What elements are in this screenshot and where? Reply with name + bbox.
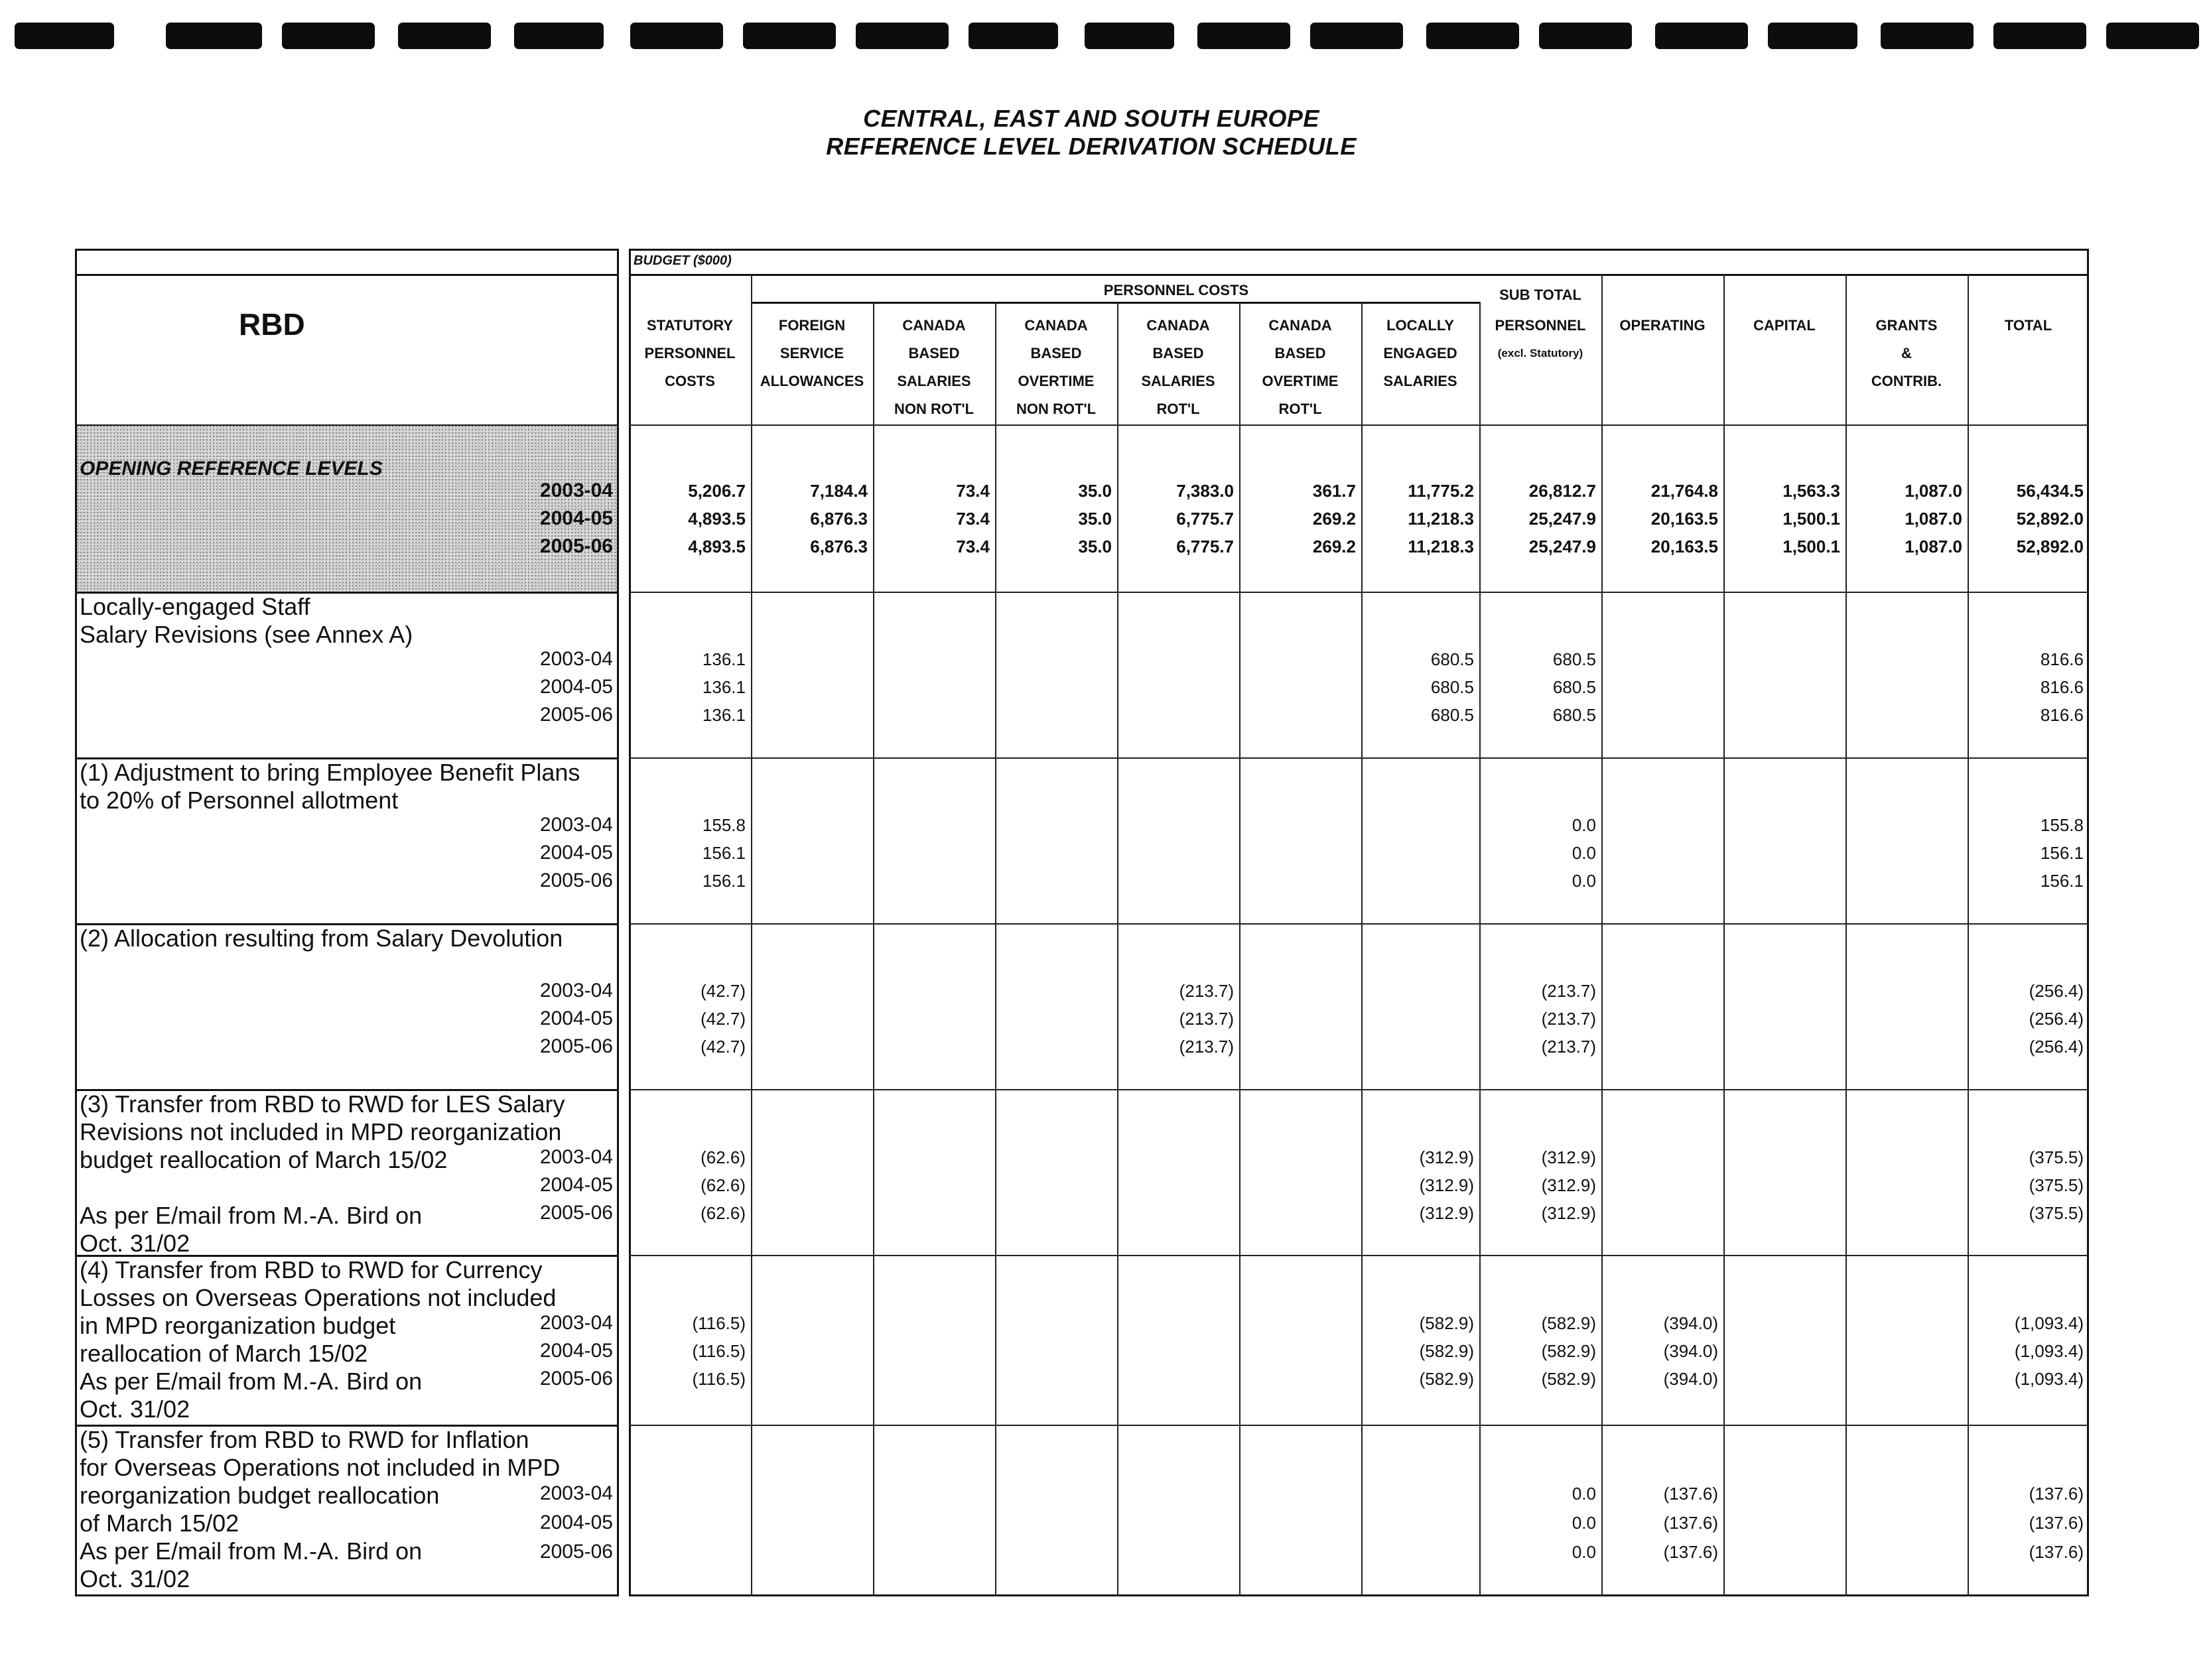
table-cell: 361.7 xyxy=(1312,481,1356,501)
table-cell: 52,892.0 xyxy=(2016,537,2084,556)
personnel-costs-header: PERSONNEL COSTS xyxy=(1103,282,1249,298)
table-cell: (116.5) xyxy=(692,1313,746,1333)
table-cell: (375.5) xyxy=(2029,1203,2084,1223)
grid-line xyxy=(629,592,2089,593)
table-cell: (582.9) xyxy=(1419,1313,1474,1333)
section-label: (2) Allocation resulting from Salary Devolution xyxy=(80,925,563,952)
table-cell: 155.8 xyxy=(2040,815,2084,835)
column-header-line: CANADA xyxy=(1024,317,1088,334)
table-cell: (137.6) xyxy=(1663,1484,1718,1504)
row-year: 2003-04 xyxy=(539,1146,613,1168)
punch-hole xyxy=(1426,23,1519,49)
punch-hole xyxy=(398,23,491,49)
budget-label: BUDGET ($000) xyxy=(634,253,732,268)
column-header xyxy=(1361,312,1479,395)
column-header-line: SALARIES xyxy=(897,373,971,389)
table-cell: 1,500.1 xyxy=(1782,537,1840,556)
row-year: 2003-04 xyxy=(539,1312,613,1334)
table-cell: 11,218.3 xyxy=(1408,509,1474,529)
column-header-line: & xyxy=(1901,345,1912,361)
punch-hole xyxy=(743,23,836,49)
table-cell: 6,775.7 xyxy=(1176,509,1234,529)
table-cell: 52,892.0 xyxy=(2016,509,2084,529)
table-cell: (137.6) xyxy=(1663,1513,1718,1533)
table-cell: (256.4) xyxy=(2029,1037,2084,1057)
column-header-line: GRANTS xyxy=(1875,317,1938,334)
grid-line xyxy=(629,757,2089,759)
table-cell: 680.5 xyxy=(1552,649,1596,669)
column-header-line: ROT'L xyxy=(1278,401,1322,417)
table-cell: (213.7) xyxy=(1541,1009,1596,1029)
table-cell: (312.9) xyxy=(1419,1203,1474,1223)
row-year: 2003-04 xyxy=(539,1482,613,1504)
row-year: 2005-06 xyxy=(539,1368,613,1389)
grid-line xyxy=(1723,274,1725,1596)
row-year: 2005-06 xyxy=(539,535,613,557)
row-year: 2004-05 xyxy=(539,507,613,529)
table-cell: 1,087.0 xyxy=(1905,509,1962,529)
table-cell: (375.5) xyxy=(2029,1147,2084,1167)
section-label: (3) Transfer from RBD to RWD for LES Salary Revisions not included in MPD reorganization budget reallocation of March 15/02 As per E/mail from M.-A. Bird on Oct. 31/02 xyxy=(80,1090,565,1257)
column-header-line: FOREIGN xyxy=(778,317,846,334)
grid-line xyxy=(629,1255,2089,1256)
column-header-line: CANADA xyxy=(902,317,966,334)
table-cell: 1,087.0 xyxy=(1905,481,1962,501)
row-year: 2004-05 xyxy=(539,1340,613,1362)
punch-hole xyxy=(1085,23,1174,49)
grid-line xyxy=(1601,274,1603,1596)
punch-hole xyxy=(2106,23,2199,49)
grid-line xyxy=(629,1089,2089,1090)
section-label: (5) Transfer from RBD to RWD for Inflation for Overseas Operations not included in MPD reorganization budget reallocation of March 15/02 As per E/mail from M.-A. Bird on Oct. 31/02 xyxy=(80,1426,561,1592)
section-label: Locally-engaged Staff Salary Revisions (see Annex A) xyxy=(80,593,413,648)
table-cell: 0.0 xyxy=(1572,1513,1596,1533)
grid-line xyxy=(629,923,2089,925)
table-cell: 6,775.7 xyxy=(1176,537,1234,556)
table-cell: 20,163.5 xyxy=(1650,537,1718,556)
table-cell: (116.5) xyxy=(692,1341,746,1361)
row-year: 2004-05 xyxy=(539,676,613,698)
column-header-line: STATUTORY xyxy=(647,317,733,334)
table-cell: 155.8 xyxy=(702,815,746,835)
row-year: 2003-04 xyxy=(539,648,613,670)
column-header xyxy=(1601,312,1723,340)
section-label: (1) Adjustment to bring Employee Benefit Plans to 20% of Personnel allotment xyxy=(80,759,580,814)
row-year: 2005-06 xyxy=(539,1202,613,1224)
table-cell: (213.7) xyxy=(1179,1009,1234,1029)
punch-hole xyxy=(1881,23,1974,49)
table-cell: 25,247.9 xyxy=(1528,537,1596,556)
grid-line xyxy=(1968,274,1969,1596)
table-cell: (1,093.4) xyxy=(2014,1369,2084,1389)
table-cell: 56,434.5 xyxy=(2016,481,2084,501)
table-cell: 20,163.5 xyxy=(1650,509,1718,529)
table-cell: (213.7) xyxy=(1541,1037,1596,1057)
grid-line xyxy=(629,424,2089,426)
column-header-line: CANADA xyxy=(1146,317,1210,334)
column-header-line: COSTS xyxy=(665,373,715,389)
table-cell: (1,093.4) xyxy=(2014,1341,2084,1361)
table-cell: 156.1 xyxy=(702,843,746,863)
column-header xyxy=(1479,312,1601,367)
column-header-line: BASED xyxy=(1152,345,1204,361)
punch-hole xyxy=(282,23,375,49)
table-cell: 816.6 xyxy=(2040,677,2084,697)
table-cell: 6,876.3 xyxy=(810,509,868,529)
column-header-line: BASED xyxy=(1274,345,1326,361)
column-header-line: ROT'L xyxy=(1156,401,1200,417)
table-cell: (582.9) xyxy=(1541,1313,1596,1333)
table-cell: 7,383.0 xyxy=(1176,481,1234,501)
table-cell: 680.5 xyxy=(1430,705,1474,725)
table-cell: (394.0) xyxy=(1663,1369,1718,1389)
row-year: 2005-06 xyxy=(539,1541,613,1563)
section-label: (4) Transfer from RBD to RWD for Currency Losses on Overseas Operations not included in MPD reorganization budget reallocation of March 15/02 As per E/mail from M.-A. Bird on Oct. 31/02 xyxy=(80,1256,557,1423)
table-cell: (62.6) xyxy=(701,1147,746,1167)
column-header-line: BASED xyxy=(908,345,960,361)
column-header-line: BASED xyxy=(1030,345,1082,361)
table-cell: (62.6) xyxy=(701,1203,746,1223)
table-cell: 136.1 xyxy=(702,649,746,669)
table-cell: (312.9) xyxy=(1541,1147,1596,1167)
row-year: 2005-06 xyxy=(539,704,613,726)
column-header-line: CANADA xyxy=(1268,317,1332,334)
column-header-line: OVERTIME xyxy=(1262,373,1339,389)
table-cell: (582.9) xyxy=(1541,1341,1596,1361)
table-cell: (42.7) xyxy=(701,1037,746,1057)
table-cell: 73.4 xyxy=(956,509,990,529)
table-cell: (42.7) xyxy=(701,1009,746,1029)
table-cell: 136.1 xyxy=(702,705,746,725)
punch-hole xyxy=(166,23,262,49)
table-cell: (1,093.4) xyxy=(2014,1313,2084,1333)
column-header-line: LOCALLY xyxy=(1386,317,1454,334)
table-cell: 0.0 xyxy=(1572,1542,1596,1562)
row-year: 2004-05 xyxy=(539,1174,613,1196)
column-header xyxy=(629,312,751,395)
row-year: 2004-05 xyxy=(539,1512,613,1533)
table-cell: 1,563.3 xyxy=(1782,481,1840,501)
column-header-line: NON ROT'L xyxy=(1016,401,1097,417)
punch-hole xyxy=(514,23,604,49)
column-header-line: (excl. Statutory) xyxy=(1497,347,1583,359)
column-header-line: TOTAL xyxy=(2004,317,2052,334)
column-header-line: NON ROT'L xyxy=(894,401,974,417)
column-header-line: SALARIES xyxy=(1383,373,1457,389)
table-cell: 816.6 xyxy=(2040,705,2084,725)
table-cell: (137.6) xyxy=(2029,1513,2084,1533)
column-header-line: CAPITAL xyxy=(1753,317,1816,334)
table-cell: (42.7) xyxy=(701,981,746,1001)
column-header xyxy=(995,312,1117,423)
table-cell: (394.0) xyxy=(1663,1313,1718,1333)
punch-hole xyxy=(15,23,114,49)
row-year: 2005-06 xyxy=(539,1035,613,1057)
column-header xyxy=(873,312,995,423)
section-label: OPENING REFERENCE LEVELS xyxy=(80,458,383,480)
table-cell: 11,218.3 xyxy=(1408,537,1474,556)
table-cell: 136.1 xyxy=(702,677,746,697)
table-cell: 21,764.8 xyxy=(1650,481,1718,501)
table-cell: 156.1 xyxy=(2040,843,2084,863)
punch-hole xyxy=(1539,23,1632,49)
table-cell: 5,206.7 xyxy=(688,481,746,501)
table-cell: (256.4) xyxy=(2029,1009,2084,1029)
row-year: 2003-04 xyxy=(539,814,613,836)
table-cell: (256.4) xyxy=(2029,981,2084,1001)
table-cell: (312.9) xyxy=(1419,1175,1474,1195)
punch-hole xyxy=(1768,23,1857,49)
column-header-line: OPERATING xyxy=(1619,317,1706,334)
table-cell: (582.9) xyxy=(1419,1369,1474,1389)
budget-table xyxy=(629,249,2089,1596)
table-cell: 35.0 xyxy=(1078,537,1112,556)
page-title: CENTRAL, EAST AND SOUTH EUROPE xyxy=(863,105,1319,132)
table-cell: (312.9) xyxy=(1419,1147,1474,1167)
table-cell: (62.6) xyxy=(701,1175,746,1195)
table-cell: 269.2 xyxy=(1312,537,1356,556)
table-cell: 680.5 xyxy=(1430,649,1474,669)
column-header xyxy=(1723,312,1845,340)
column-header xyxy=(751,312,873,395)
column-header xyxy=(1968,312,2089,340)
table-cell: (137.6) xyxy=(2029,1484,2084,1504)
table-cell: 0.0 xyxy=(1572,1484,1596,1504)
grid-line xyxy=(751,274,752,1596)
table-cell: 25,247.9 xyxy=(1528,509,1596,529)
table-cell: (116.5) xyxy=(692,1369,746,1389)
table-cell: (312.9) xyxy=(1541,1175,1596,1195)
column-header xyxy=(1117,312,1239,423)
table-cell: (213.7) xyxy=(1541,981,1596,1001)
punch-hole xyxy=(1993,23,2086,49)
sub-total-header: SUB TOTAL xyxy=(1499,287,1581,303)
table-cell: (582.9) xyxy=(1541,1369,1596,1389)
column-header xyxy=(1239,312,1361,423)
punch-hole xyxy=(1655,23,1748,49)
table-cell: 1,087.0 xyxy=(1905,537,1962,556)
column-header xyxy=(1845,312,1968,395)
table-cell: 4,893.5 xyxy=(688,509,746,529)
table-cell: 0.0 xyxy=(1572,815,1596,835)
row-year: 2004-05 xyxy=(539,842,613,864)
column-header-line: PERSONNEL xyxy=(1495,317,1586,334)
table-cell: 6,876.3 xyxy=(810,537,868,556)
table-cell: 73.4 xyxy=(956,481,990,501)
row-year: 2005-06 xyxy=(539,870,613,891)
punch-hole xyxy=(630,23,723,49)
table-cell: (375.5) xyxy=(2029,1175,2084,1195)
table-cell: 816.6 xyxy=(2040,649,2084,669)
table-cell: (137.6) xyxy=(1663,1542,1718,1562)
grid-line xyxy=(629,1425,2089,1426)
column-header-line: SALARIES xyxy=(1141,373,1215,389)
table-cell: 156.1 xyxy=(702,871,746,891)
table-cell: (582.9) xyxy=(1419,1341,1474,1361)
table-cell: (213.7) xyxy=(1179,1037,1234,1057)
table-cell: 680.5 xyxy=(1430,677,1474,697)
table-cell: 26,812.7 xyxy=(1528,481,1596,501)
punch-hole xyxy=(1310,23,1403,49)
row-year: 2004-05 xyxy=(539,1007,613,1029)
table-cell: 11,775.2 xyxy=(1408,481,1474,501)
row-year: 2003-04 xyxy=(539,980,613,1002)
table-cell: 680.5 xyxy=(1552,677,1596,697)
table-cell: 73.4 xyxy=(956,537,990,556)
table-cell: 156.1 xyxy=(2040,871,2084,891)
table-cell: 1,500.1 xyxy=(1782,509,1840,529)
column-header-line: SERVICE xyxy=(779,345,844,361)
column-header-line: ALLOWANCES xyxy=(760,373,864,389)
grid-line xyxy=(1845,274,1847,1596)
table-cell: (394.0) xyxy=(1663,1341,1718,1361)
table-cell: 269.2 xyxy=(1312,509,1356,529)
table-cell: 35.0 xyxy=(1078,481,1112,501)
table-cell: 7,184.4 xyxy=(810,481,868,501)
table-cell: (213.7) xyxy=(1179,981,1234,1001)
column-header-line: OVERTIME xyxy=(1018,373,1095,389)
table-cell: (312.9) xyxy=(1541,1203,1596,1223)
table-cell: 0.0 xyxy=(1572,871,1596,891)
row-year: 2003-04 xyxy=(539,480,613,501)
org-label: RBD xyxy=(239,307,305,342)
table-cell: 680.5 xyxy=(1552,705,1596,725)
punch-hole xyxy=(856,23,949,49)
column-header-line: ENGAGED xyxy=(1383,345,1457,361)
punch-hole xyxy=(1197,23,1290,49)
table-cell: 35.0 xyxy=(1078,509,1112,529)
table-cell: 4,893.5 xyxy=(688,537,746,556)
table-cell: 0.0 xyxy=(1572,843,1596,863)
table-cell: (137.6) xyxy=(2029,1542,2084,1562)
column-header-line: CONTRIB. xyxy=(1871,373,1942,389)
punch-hole xyxy=(969,23,1058,49)
column-header-line: PERSONNEL xyxy=(644,345,736,361)
page-subtitle: REFERENCE LEVEL DERIVATION SCHEDULE xyxy=(826,133,1357,160)
